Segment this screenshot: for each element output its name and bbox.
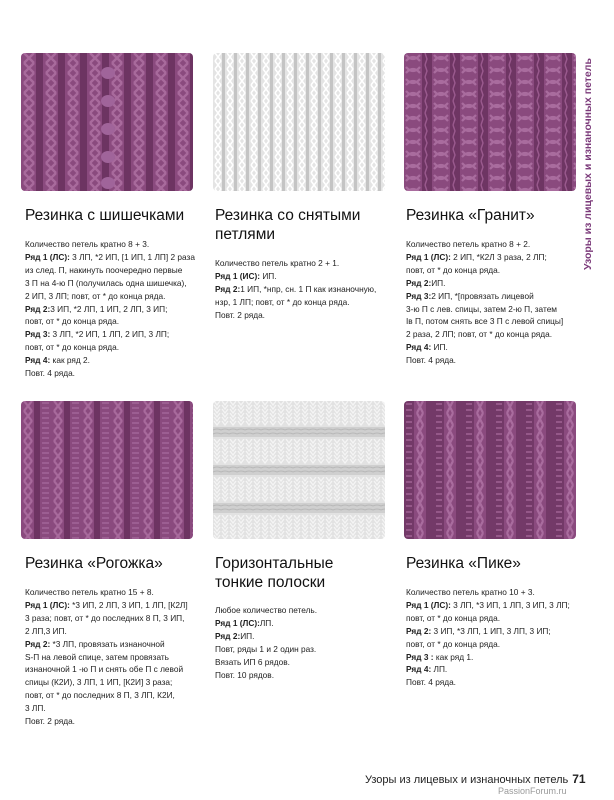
instruction-line <box>406 264 582 277</box>
row-label: Ряд 2: <box>215 283 241 294</box>
instruction-text: Повт. 4 ряда. <box>25 368 75 379</box>
instruction-line <box>25 586 201 599</box>
row-label: Ряд 3: <box>25 329 51 340</box>
instruction-text: 3 ИП, *3 ЛП, 1 ИП, 3 ЛП, 3 ИП; <box>431 625 551 636</box>
instruction-line <box>215 656 391 669</box>
row-label: Ряд 2: <box>25 303 51 314</box>
swatch-image-bobble-rib <box>21 53 193 191</box>
card-title-granite-rib: Резинка «Гранит» <box>406 207 535 224</box>
swatch-image-pique-rib <box>404 401 576 539</box>
instruction-text: Количество петель кратно 8 + 2. <box>406 239 531 249</box>
instruction-text: 3 П на 4-ю П (получилась одна шишечка), <box>25 277 187 288</box>
card-instructions-slip-stitch-rib <box>215 257 391 322</box>
instruction-text: 2 ИП, 3 ЛП; повт, от * до конца ряда. <box>25 290 166 301</box>
swatch-image-horizontal-stripes <box>213 401 385 539</box>
instruction-text: повт, от * до конца ряда. <box>406 638 501 649</box>
instruction-line <box>406 625 582 638</box>
instruction-line <box>25 625 201 638</box>
instruction-line <box>215 643 391 656</box>
instruction-line <box>215 604 391 617</box>
instruction-text: нзр, 1 ЛП; повт, от * до конца ряда. <box>215 296 350 307</box>
instruction-text: ИП. <box>240 630 255 641</box>
instruction-text: Ів П, потом снять все 3 П с левой спицы] <box>406 316 564 327</box>
instruction-text: 2 ЛП,3 ИП. <box>25 625 67 636</box>
instruction-text: 3 ЛП, *2 ИП, 1 ЛП, 2 ИП, 3 ЛП; <box>50 329 170 340</box>
instruction-line <box>25 315 201 328</box>
instruction-line <box>25 341 201 354</box>
instruction-text: Ѕ-П на левой спице, затем провязать <box>25 651 170 662</box>
instruction-text: повт, от * до конца ряда. <box>406 612 501 623</box>
swatch-image-granite-rib <box>404 53 576 191</box>
row-label: Ряд 1 (ЛС): <box>406 599 451 610</box>
instruction-text: Повт. 4 ряда. <box>406 677 456 688</box>
card-title-matting-rib: Резинка «Рогожка» <box>25 555 163 572</box>
instruction-text: Повт. 10 рядов. <box>215 669 275 680</box>
instruction-text: *3 ИП, 2 ЛП, 3 ИП, 1 ЛП, [К2Л] <box>69 599 188 610</box>
instruction-text: ЛП. <box>431 664 448 675</box>
instruction-line <box>25 702 201 715</box>
instruction-line <box>25 689 201 702</box>
row-label: Ряд 4: <box>406 342 432 353</box>
row-label: Ряд 1 (ЛС): <box>25 251 70 262</box>
instruction-text: Повт. 4 ряда. <box>406 355 456 366</box>
card-instructions-bobble-rib <box>25 238 201 380</box>
page-number: 71 <box>572 772 586 786</box>
instruction-text: *3 ЛП, провязать изнаночной <box>50 638 165 649</box>
instruction-text: 3-ю П с лев. спицы, затем 2-ю П, затем <box>406 303 558 314</box>
instruction-line <box>406 277 582 290</box>
instruction-line <box>25 715 201 728</box>
instruction-text: повт, от * до последних 8 П, 3 ЛП, К2И, <box>25 690 175 701</box>
card-title-horizontal-stripes: Горизонтальные тонкие полоски <box>215 555 334 591</box>
row-label: Ряд 1 (ИС): <box>215 270 261 281</box>
instruction-line <box>406 599 582 612</box>
card-instructions-granite-rib <box>406 238 582 367</box>
instruction-line <box>406 290 582 303</box>
row-label: Ряд 4: <box>25 355 51 366</box>
instruction-line <box>25 663 201 676</box>
instruction-line <box>25 303 201 316</box>
row-label: Ряд 3: <box>406 290 432 301</box>
row-label: Ряд 1 (ЛС): <box>25 599 70 610</box>
instruction-text: ИП. <box>431 277 446 288</box>
instruction-line <box>215 283 391 296</box>
instruction-text: 3 ЛП. <box>25 703 46 714</box>
card-title-pique-rib: Резинка «Пике» <box>406 555 521 572</box>
instruction-text: ЛП. <box>259 617 274 628</box>
instruction-line <box>215 309 391 322</box>
instruction-line <box>406 676 582 689</box>
footer-section-title: Узоры из лицевых и изнаночных петель <box>365 774 569 786</box>
instruction-text: Количество петель кратно 15 + 8. <box>25 587 154 597</box>
instruction-line <box>406 341 582 354</box>
instruction-text: 2 ИП, *К2Л 3 раза, 2 ЛП; <box>450 251 547 262</box>
instruction-line <box>25 290 201 303</box>
instruction-text: 3 раза; повт, от * до последних 8 П, 3 ИП, <box>25 612 185 623</box>
instruction-text: Любое количество петель. <box>215 605 318 615</box>
instruction-text: Повт, ряды 1 и 2 один раз. <box>215 643 317 654</box>
instruction-line <box>406 638 582 651</box>
instruction-text: повт, от * до конца ряда. <box>25 316 120 327</box>
instruction-text: изнаночной 1 -ю П и снять обе П с левой <box>25 664 184 675</box>
instruction-line <box>25 612 201 625</box>
instruction-text: как ряд 2. <box>50 355 90 366</box>
instruction-text: из след. П, накинуть поочередно первые <box>25 264 183 275</box>
swatch-image-slip-stitch-rib <box>213 53 385 191</box>
instruction-text: 3 ЛП, *3 ИП, 1 ЛП, 3 ИП, 3 ЛП; <box>450 599 570 610</box>
row-label: Ряд 3 : <box>406 651 434 662</box>
row-label: Ряд 2: <box>406 277 432 288</box>
instruction-text: 1 ИП, *нпр, сн. 1 П как изнаночную, <box>240 283 377 294</box>
card-instructions-horizontal-stripes <box>215 604 391 681</box>
instruction-text: повт, от * до конца ряда. <box>406 264 501 275</box>
instruction-text: 3 ИП, *2 ЛП, 1 ИП, 2 ЛП, 3 ИП; <box>50 303 168 314</box>
row-label: Ряд 1 (ЛС): <box>406 251 451 262</box>
page-footer <box>365 772 586 786</box>
swatch-image-matting-rib <box>21 401 193 539</box>
card-instructions-pique-rib <box>406 586 582 689</box>
instruction-line <box>215 669 391 682</box>
instruction-line <box>406 612 582 625</box>
instruction-line <box>25 676 201 689</box>
instruction-line <box>406 586 582 599</box>
instruction-line <box>25 367 201 380</box>
instruction-text: Количество петель кратно 8 + 3. <box>25 239 150 249</box>
instruction-line <box>25 328 201 341</box>
row-label: Ряд 2: <box>25 638 51 649</box>
instruction-text: повт, от * до конца ряда. <box>25 342 120 353</box>
instruction-text: 3 ЛП, *2 ИП, [1 ИП, 1 ЛП] 2 раза <box>69 251 195 262</box>
row-label: Ряд 2: <box>215 630 241 641</box>
instruction-text: 2 ИП, *[провязать лицевой <box>431 290 534 301</box>
side-section-title: Узоры из лицевых и изнаночных петель <box>582 58 594 270</box>
instruction-line <box>215 270 391 283</box>
watermark: PassionForum.ru <box>498 786 567 796</box>
instruction-line <box>215 257 391 270</box>
instruction-line <box>406 651 582 664</box>
instruction-line <box>215 617 391 630</box>
instruction-line <box>25 251 201 264</box>
instruction-text: как ряд 1. <box>433 651 474 662</box>
card-title-slip-stitch-rib: Резинка со снятыми петлями <box>215 207 361 243</box>
row-label: Ряд 4: <box>406 664 432 675</box>
instruction-line <box>406 663 582 676</box>
instruction-text: спицы (К2И), 3 ЛП, 1 ИП, [К2И] 3 раза; <box>25 677 173 688</box>
instruction-line <box>25 638 201 651</box>
instruction-text: Количество петель кратно 2 + 1. <box>215 258 340 268</box>
instruction-line <box>25 599 201 612</box>
instruction-text: Количество петель кратно 10 + 3. <box>406 587 535 597</box>
row-label: Ряд 2: <box>406 625 432 636</box>
instruction-text: Повт. 2 ряда. <box>215 309 265 320</box>
instruction-line <box>25 354 201 367</box>
instruction-line <box>25 651 201 664</box>
instruction-text: Вязать ИП 6 рядов. <box>215 656 290 667</box>
instruction-line <box>215 296 391 309</box>
instruction-text: ИП. <box>431 342 448 353</box>
instruction-line <box>406 303 582 316</box>
card-title-bobble-rib: Резинка с шишечками <box>25 207 185 224</box>
instruction-line <box>25 264 201 277</box>
instruction-line <box>406 354 582 367</box>
instruction-line <box>406 251 582 264</box>
instruction-line <box>25 277 201 290</box>
card-instructions-matting-rib <box>25 586 201 728</box>
instruction-text: Повт. 2 ряда. <box>25 716 75 727</box>
row-label: Ряд 1 (ЛС): <box>215 617 260 628</box>
instruction-line <box>406 315 582 328</box>
instruction-text: 2 раза, 2 ЛП; повт, от * до конца ряда. <box>406 329 553 340</box>
instruction-line <box>406 238 582 251</box>
instruction-text: ИП. <box>260 270 277 281</box>
instruction-line <box>25 238 201 251</box>
instruction-line <box>215 630 391 643</box>
instruction-line <box>406 328 582 341</box>
